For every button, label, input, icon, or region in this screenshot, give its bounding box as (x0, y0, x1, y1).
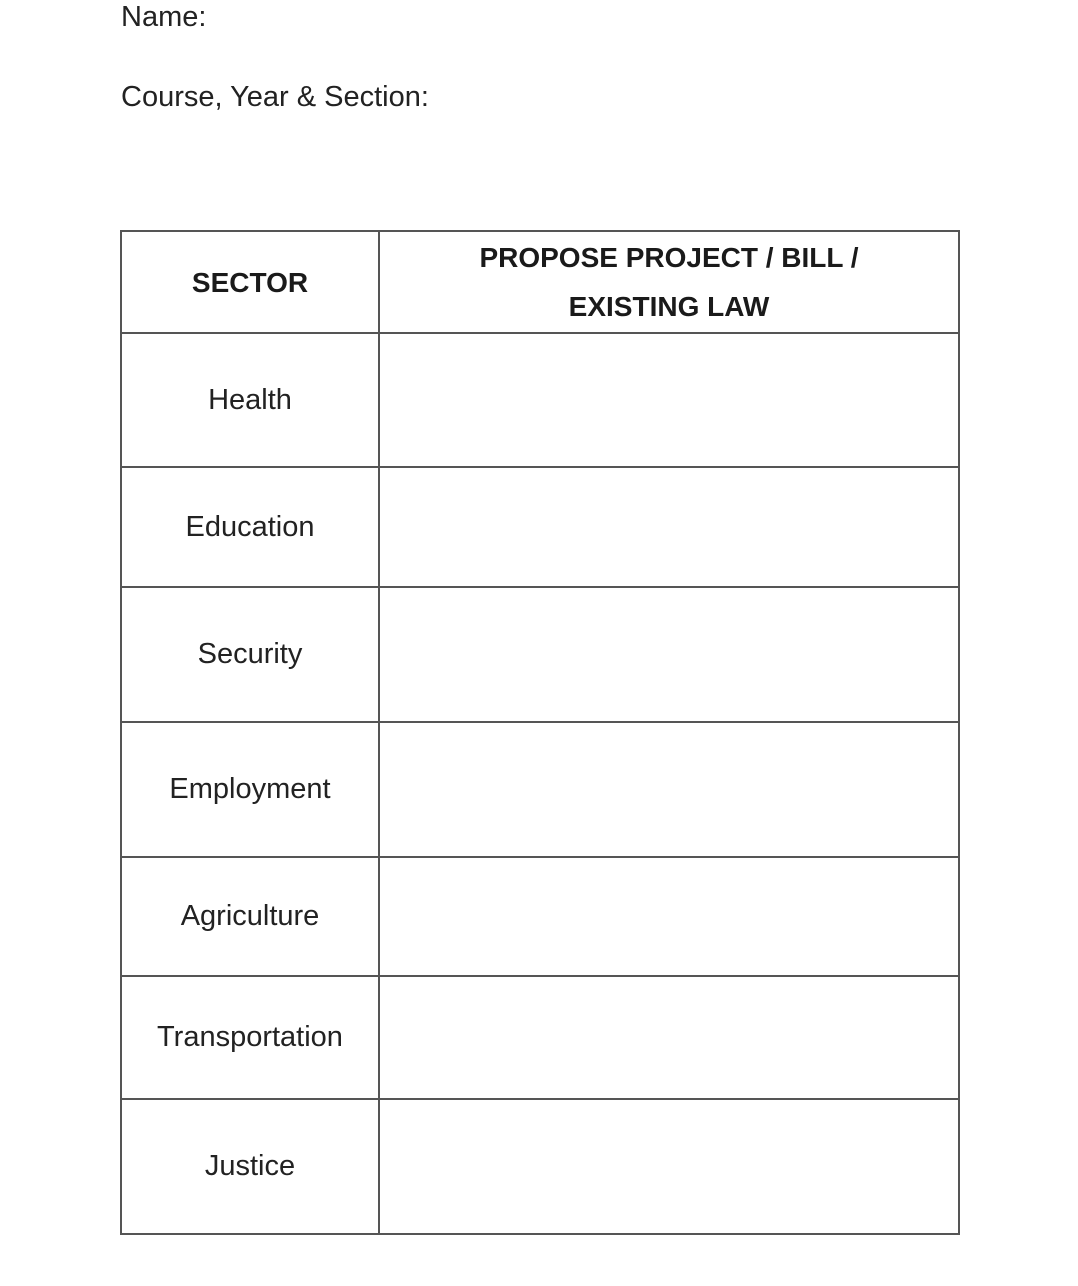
sector-cell-health: Health (121, 333, 379, 467)
project-column-header (379, 231, 959, 333)
table-row (121, 333, 959, 467)
entry-cell-transportation[interactable] (379, 976, 959, 1099)
table-row (121, 857, 959, 976)
sector-header-text: SECTOR (191, 266, 309, 298)
sector-cell-education: Education (121, 467, 379, 587)
table-row (121, 1099, 959, 1234)
entry-cell-agriculture[interactable] (379, 857, 959, 976)
project-header-line-2: EXISTING LAW (568, 291, 770, 322)
sector-cell-agriculture: Agriculture (121, 857, 379, 976)
table-header-row (121, 231, 959, 333)
table-row (121, 976, 959, 1099)
sector-column-header (121, 231, 379, 333)
name-label: Name: (121, 1, 207, 33)
course-year-section-label: Course, Year & Section: (121, 81, 429, 113)
table-row (121, 587, 959, 722)
entry-cell-justice[interactable] (379, 1099, 959, 1234)
entry-cell-employment[interactable] (379, 722, 959, 857)
sector-cell-justice: Justice (121, 1099, 379, 1234)
sector-cell-transportation: Transportation (121, 976, 379, 1099)
project-header-line-1: PROPOSE PROJECT / BILL / (479, 242, 859, 273)
table-row (121, 467, 959, 587)
entry-cell-health[interactable] (379, 333, 959, 467)
entry-cell-security[interactable] (379, 587, 959, 722)
sector-cell-security: Security (121, 587, 379, 722)
sector-worksheet-table (120, 230, 960, 1235)
entry-cell-education[interactable] (379, 467, 959, 587)
sector-cell-employment: Employment (121, 722, 379, 857)
table-row (121, 722, 959, 857)
